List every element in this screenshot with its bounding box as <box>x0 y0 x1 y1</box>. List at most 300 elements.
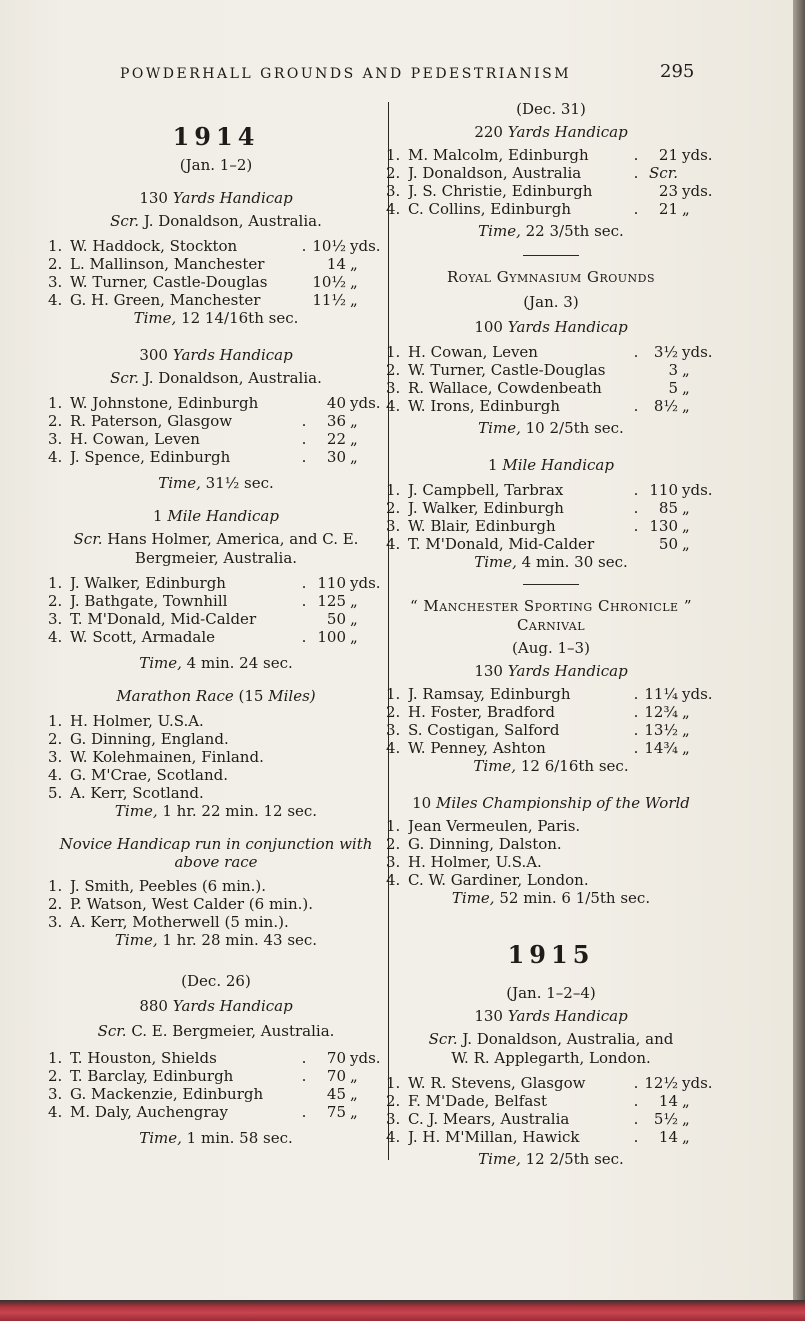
result-row <box>48 712 384 730</box>
time-line: Time, 12 6/16th sec. <box>473 757 629 775</box>
event-title: 130 Yards Handicap <box>139 189 293 207</box>
venue-heading: Royal Gymnasium Grounds <box>446 268 656 286</box>
competitor: P. Watson, West Calder (6 min.). <box>70 895 314 913</box>
handicap: 50 <box>326 610 346 628</box>
leader-dot: . <box>301 1049 307 1067</box>
unit: „ <box>350 430 358 448</box>
result-row <box>48 766 384 784</box>
competitor: H. Holmer, U.S.A. <box>70 712 204 730</box>
event-block <box>386 318 716 438</box>
unit: „ <box>682 517 690 535</box>
competitor: G. H. Green, Manchester <box>70 291 261 309</box>
event-title: 130 Yards Handicap <box>474 1007 628 1025</box>
time-line: Time, 31½ sec. <box>158 474 274 492</box>
handicap: 3 <box>668 361 678 379</box>
place: 1. <box>386 343 401 361</box>
unit: yds. <box>682 146 713 164</box>
competitor: H. Cowan, Leven <box>70 430 200 448</box>
unit: „ <box>682 535 690 553</box>
competitor: J. Walker, Edinburgh <box>408 499 564 517</box>
place: 2. <box>386 835 401 853</box>
result-row <box>48 628 384 646</box>
place: 2. <box>386 703 401 721</box>
competitor: A. Kerr, Scotland. <box>70 784 204 802</box>
unit: „ <box>350 412 358 430</box>
unit: yds. <box>682 1074 713 1092</box>
place: 3. <box>48 913 63 931</box>
result-row <box>48 574 384 592</box>
result-row <box>386 499 716 517</box>
handicap: 40 <box>326 394 346 412</box>
place: 1. <box>48 574 63 592</box>
handicap: 21 <box>658 200 678 218</box>
competitor: J. Bathgate, Townhill <box>70 592 228 610</box>
unit: yds. <box>682 182 713 200</box>
event-title: 1 Mile Handicap <box>488 456 614 474</box>
unit: „ <box>682 1128 690 1146</box>
result-row <box>386 835 716 853</box>
handicap: 13½ <box>644 721 678 739</box>
unit: „ <box>350 273 358 291</box>
place: 2. <box>386 1092 401 1110</box>
result-row <box>48 592 384 610</box>
competitor: W. Blair, Edinburgh <box>408 517 556 535</box>
result-row <box>386 535 716 553</box>
place: 3. <box>386 853 401 871</box>
competitor: J. S. Christie, Edinburgh <box>408 182 593 200</box>
event-title: 10 Miles Championship of the World <box>412 794 690 812</box>
competitor: W. Turner, Castle-Douglas <box>408 361 606 379</box>
result-row <box>386 343 716 361</box>
handicap: 100 <box>317 628 346 646</box>
handicap: 21 <box>658 146 678 164</box>
handicap: 12¾ <box>644 703 678 721</box>
competitor: C. W. Gardiner, London. <box>408 871 589 889</box>
time-line: Time, 4 min. 30 sec. <box>474 553 628 571</box>
year-heading: 1915 <box>507 940 595 969</box>
left-column <box>48 100 384 1148</box>
handicap: 110 <box>317 574 346 592</box>
competitor: J. Smith, Peebles (6 min.). <box>70 877 267 895</box>
handicap: 125 <box>317 592 346 610</box>
unit: „ <box>350 610 358 628</box>
results-list <box>386 146 716 218</box>
competitor: W. Johnstone, Edinburgh <box>70 394 259 412</box>
competitor: J. Walker, Edinburgh <box>70 574 226 592</box>
event-block <box>48 507 384 673</box>
leader-dot <box>628 535 644 553</box>
leader-dot: . <box>301 1103 307 1121</box>
results-list <box>48 1049 384 1121</box>
unit: „ <box>350 1067 358 1085</box>
result-row <box>386 721 716 739</box>
unit: „ <box>682 721 690 739</box>
competitor: G. Dinning, Dalston. <box>408 835 562 853</box>
leader-dot <box>628 379 644 397</box>
results-list <box>48 237 384 309</box>
event-title: 880 Yards Handicap <box>139 997 293 1015</box>
meeting-date: (Jan. 1–2–4) <box>506 984 596 1002</box>
leader-dot: . <box>633 397 639 415</box>
event-title: Marathon Race (15 Miles) <box>116 687 316 705</box>
place: 1. <box>48 877 63 895</box>
result-row <box>386 146 716 164</box>
place: 4. <box>386 739 401 757</box>
meeting-date: (Aug. 1–3) <box>512 639 590 657</box>
handicap: 14 <box>658 1128 678 1146</box>
leader-dot: . <box>301 430 307 448</box>
leader-dot <box>296 273 312 291</box>
handicap: 5½ <box>653 1110 678 1128</box>
result-row <box>386 1092 716 1110</box>
leader-dot: . <box>301 574 307 592</box>
place: 2. <box>386 361 401 379</box>
leader-dot: . <box>633 1074 639 1092</box>
unit <box>678 164 716 182</box>
scratch-line-cont: W. R. Applegarth, London. <box>451 1049 651 1067</box>
results-list <box>48 574 384 646</box>
place: 4. <box>48 628 63 646</box>
time-line: Time, 10 2/5th sec. <box>478 419 624 437</box>
result-row <box>48 877 384 895</box>
result-row <box>48 430 384 448</box>
place: 2. <box>48 592 63 610</box>
place: 3. <box>386 1110 401 1128</box>
competitor: M. Daly, Auchengray <box>70 1103 228 1121</box>
result-row <box>48 255 384 273</box>
place: 3. <box>386 379 401 397</box>
place: 3. <box>48 273 63 291</box>
competitor: T. Barclay, Edinburgh <box>70 1067 234 1085</box>
result-row <box>48 730 384 748</box>
leader-dot: . <box>633 1128 639 1146</box>
result-row <box>48 237 384 255</box>
place: 4. <box>48 766 63 784</box>
meeting-date: (Dec. 31) <box>516 100 586 118</box>
event-title: 130 Yards Handicap <box>474 662 628 680</box>
place: 2. <box>48 412 63 430</box>
handicap: 14 <box>326 255 346 273</box>
results-list <box>386 817 716 889</box>
scratch-line: Scr. Hans Holmer, America, and C. E. <box>73 530 359 548</box>
results-list <box>386 1074 716 1146</box>
place: 4. <box>386 397 401 415</box>
event-block <box>386 123 716 241</box>
leader-dot: . <box>301 1067 307 1085</box>
competitor: J. Campbell, Tarbrax <box>408 481 564 499</box>
place: 3. <box>48 610 63 628</box>
handicap: 10½ <box>312 237 346 255</box>
unit: yds. <box>350 574 381 592</box>
unit: „ <box>350 448 358 466</box>
competitor: W. Scott, Armadale <box>70 628 216 646</box>
event-block <box>386 1007 716 1169</box>
result-row <box>386 517 716 535</box>
results-list <box>48 877 384 931</box>
competitor: C. Collins, Edinburgh <box>408 200 571 218</box>
result-row <box>48 1067 384 1085</box>
handicap: 30 <box>326 448 346 466</box>
book-cover-edge <box>0 1300 805 1321</box>
competitor: R. Wallace, Cowdenbeath <box>408 379 602 397</box>
handicap: 3½ <box>653 343 678 361</box>
unit: „ <box>682 200 690 218</box>
result-row <box>48 291 384 309</box>
competitor: W. Kolehmainen, Finland. <box>70 748 264 766</box>
competitor: L. Mallinson, Manchester <box>70 255 265 273</box>
place: 3. <box>386 182 401 200</box>
place: 3. <box>48 1085 63 1103</box>
unit: „ <box>350 1103 358 1121</box>
competitor: H. Cowan, Leven <box>408 343 538 361</box>
place: 4. <box>48 1103 63 1121</box>
leader-dot <box>296 394 312 412</box>
place: 4. <box>386 200 401 218</box>
unit: „ <box>350 628 358 646</box>
place: 1. <box>386 146 401 164</box>
competitor: W. Irons, Edinburgh <box>408 397 561 415</box>
handicap: 5 <box>668 379 678 397</box>
result-row <box>48 273 384 291</box>
leader-dot <box>296 1085 312 1103</box>
result-row <box>386 853 716 871</box>
leader-dot: . <box>633 481 639 499</box>
event-title: 220 Yards Handicap <box>474 123 628 141</box>
handicap: 10½ <box>312 273 346 291</box>
page-edge <box>793 0 805 1321</box>
unit: „ <box>682 379 690 397</box>
competitor: G. Dinning, England. <box>70 730 229 748</box>
leader-dot: . <box>633 517 639 535</box>
result-row <box>48 448 384 466</box>
leader-dot: . <box>633 685 639 703</box>
unit: „ <box>682 361 690 379</box>
competitor: S. Costigan, Salford <box>408 721 560 739</box>
event-block <box>48 687 384 821</box>
result-row <box>48 1049 384 1067</box>
place: 1. <box>48 237 63 255</box>
leader-dot <box>296 255 312 273</box>
leader-dot: . <box>633 1110 639 1128</box>
result-row <box>386 817 716 835</box>
scratch-line: Scr. C. E. Bergmeier, Australia. <box>97 1022 335 1040</box>
leader-dot: . <box>633 721 639 739</box>
competitor: C. J. Mears, Australia <box>408 1110 570 1128</box>
unit: „ <box>350 255 358 273</box>
result-row <box>386 379 716 397</box>
event-block <box>48 997 384 1148</box>
leader-dot <box>296 291 312 309</box>
place: 4. <box>48 291 63 309</box>
competitor: F. M'Dade, Belfast <box>408 1092 547 1110</box>
time-line: Time, 1 hr. 22 min. 12 sec. <box>114 802 318 820</box>
event-block <box>48 346 384 493</box>
leader-dot: . <box>301 237 307 255</box>
event-block <box>386 794 716 908</box>
unit: yds. <box>682 343 713 361</box>
leader-dot <box>628 361 644 379</box>
leader-dot: . <box>633 146 639 164</box>
competitor: T. M'Donald, Mid-Calder <box>70 610 257 628</box>
unit: yds. <box>682 481 713 499</box>
unit: „ <box>350 1085 358 1103</box>
time-line: Time, 1 min. 58 sec. <box>139 1129 293 1147</box>
result-row <box>48 895 384 913</box>
handicap: 50 <box>658 535 678 553</box>
handicap: 70 <box>326 1067 346 1085</box>
place: 4. <box>386 1128 401 1146</box>
leader-dot: . <box>633 499 639 517</box>
place: 1. <box>48 394 63 412</box>
event-title: 300 Yards Handicap <box>139 346 293 364</box>
leader-dot: . <box>633 703 639 721</box>
place: 5. <box>48 784 63 802</box>
handicap: 11¼ <box>644 685 678 703</box>
result-row <box>48 913 384 931</box>
place: 2. <box>386 164 401 182</box>
handicap: 11½ <box>312 291 346 309</box>
place: 2. <box>48 895 63 913</box>
scratch-line: Scr. J. Donaldson, Australia. <box>110 212 322 230</box>
time-line: Time, 1 hr. 28 min. 43 sec. <box>114 931 318 949</box>
year-heading: 1914 <box>172 122 260 151</box>
place: 1. <box>386 817 401 835</box>
page-number: 295 <box>660 61 695 82</box>
event-block <box>48 835 384 950</box>
result-row <box>386 739 716 757</box>
results-list <box>48 394 384 466</box>
leader-dot: . <box>633 739 639 757</box>
time-line: Time, 22 3/5th sec. <box>478 222 624 240</box>
handicap: 12½ <box>644 1074 678 1092</box>
competitor: J. Donaldson, Australia <box>408 164 582 182</box>
place: 1. <box>386 1074 401 1092</box>
result-row <box>386 164 716 182</box>
competitor: T. Houston, Shields <box>70 1049 217 1067</box>
handicap: 36 <box>326 412 346 430</box>
handicap: 45 <box>326 1085 346 1103</box>
unit: „ <box>682 703 690 721</box>
place: 4. <box>386 535 401 553</box>
results-list <box>386 685 716 757</box>
place: 1. <box>48 1049 63 1067</box>
competitor: W. R. Stevens, Glasgow <box>408 1074 586 1092</box>
unit: „ <box>350 592 358 610</box>
result-row <box>48 1103 384 1121</box>
scratch-line-cont: Bergmeier, Australia. <box>134 549 298 567</box>
result-row <box>386 685 716 703</box>
results-list <box>386 481 716 553</box>
result-row <box>48 1085 384 1103</box>
right-column <box>386 100 716 1169</box>
result-row <box>386 361 716 379</box>
event-block <box>386 456 716 572</box>
leader-dot: . <box>633 200 639 218</box>
competitor: J. H. M'Millan, Hawick <box>408 1128 580 1146</box>
handicap: 130 <box>649 517 678 535</box>
place: 3. <box>386 721 401 739</box>
result-row <box>386 1110 716 1128</box>
unit: „ <box>682 1110 690 1128</box>
result-row <box>48 748 384 766</box>
handicap: 14 <box>658 1092 678 1110</box>
meeting-date: (Jan. 3) <box>523 293 579 311</box>
handicap: 110 <box>649 481 678 499</box>
scratch-line: Scr. J. Donaldson, Australia. <box>110 369 322 387</box>
time-line: Time, 4 min. 24 sec. <box>139 654 293 672</box>
competitor: T. M'Donald, Mid-Calder <box>408 535 595 553</box>
place: 2. <box>48 730 63 748</box>
results-list <box>386 343 716 415</box>
result-row <box>386 1074 716 1092</box>
handicap: 85 <box>658 499 678 517</box>
competitor: G. M'Crae, Scotland. <box>70 766 228 784</box>
competitor: G. Mackenzie, Edinburgh <box>70 1085 264 1103</box>
competitor: R. Paterson, Glasgow <box>70 412 233 430</box>
meeting-date: (Jan. 1–2) <box>179 156 253 174</box>
competitor: J. Ramsay, Edinburgh <box>408 685 571 703</box>
competitor: Jean Vermeulen, Paris. <box>408 817 581 835</box>
unit: yds. <box>350 1049 381 1067</box>
handicap: 14¾ <box>644 739 678 757</box>
competitor: W. Penney, Ashton <box>408 739 546 757</box>
venue-heading: “ Manchester Sporting Chronicle ” <box>409 597 693 615</box>
result-row <box>386 703 716 721</box>
result-row <box>48 610 384 628</box>
leader-dot: . <box>301 448 307 466</box>
competitor: M. Malcolm, Edinburgh <box>408 146 589 164</box>
place: 3. <box>386 517 401 535</box>
event-block <box>48 189 384 328</box>
unit: „ <box>682 397 690 415</box>
result-row <box>386 1128 716 1146</box>
competitor: W. Turner, Castle-Douglas <box>70 273 268 291</box>
leader-dot: . <box>633 343 639 361</box>
scratch-line: Scr. J. Donaldson, Australia, and <box>428 1030 674 1048</box>
unit: yds. <box>350 394 381 412</box>
result-row <box>48 412 384 430</box>
place: 1. <box>48 712 63 730</box>
place: 2. <box>48 1067 63 1085</box>
leader-dot: . <box>633 1092 639 1110</box>
unit: yds. <box>350 237 381 255</box>
handicap: 75 <box>326 1103 346 1121</box>
competitor: W. Haddock, Stockton <box>70 237 238 255</box>
leader-dot <box>296 610 312 628</box>
handicap: 22 <box>326 430 346 448</box>
competitor: A. Kerr, Motherwell (5 min.). <box>70 913 289 931</box>
meeting-date: (Dec. 26) <box>181 972 251 990</box>
leader-dot: . <box>301 412 307 430</box>
competitor: H. Holmer, U.S.A. <box>408 853 542 871</box>
result-row <box>386 182 716 200</box>
event-block <box>386 662 716 776</box>
result-row <box>48 784 384 802</box>
handicap: 70 <box>326 1049 346 1067</box>
unit: „ <box>682 499 690 517</box>
handicap: 23 <box>658 182 678 200</box>
place: 4. <box>386 871 401 889</box>
competitor: H. Foster, Bradford <box>408 703 555 721</box>
unit: „ <box>350 291 358 309</box>
place: 3. <box>48 430 63 448</box>
unit: yds. <box>682 685 713 703</box>
competitor: J. Spence, Edinburgh <box>70 448 231 466</box>
result-row <box>48 394 384 412</box>
running-head: POWDERHALL GROUNDS AND PEDESTRIANISM <box>120 66 572 82</box>
venue-heading-cont: Carnival <box>516 616 586 634</box>
event-title: Novice Handicap run in conjunction with <box>59 835 373 853</box>
